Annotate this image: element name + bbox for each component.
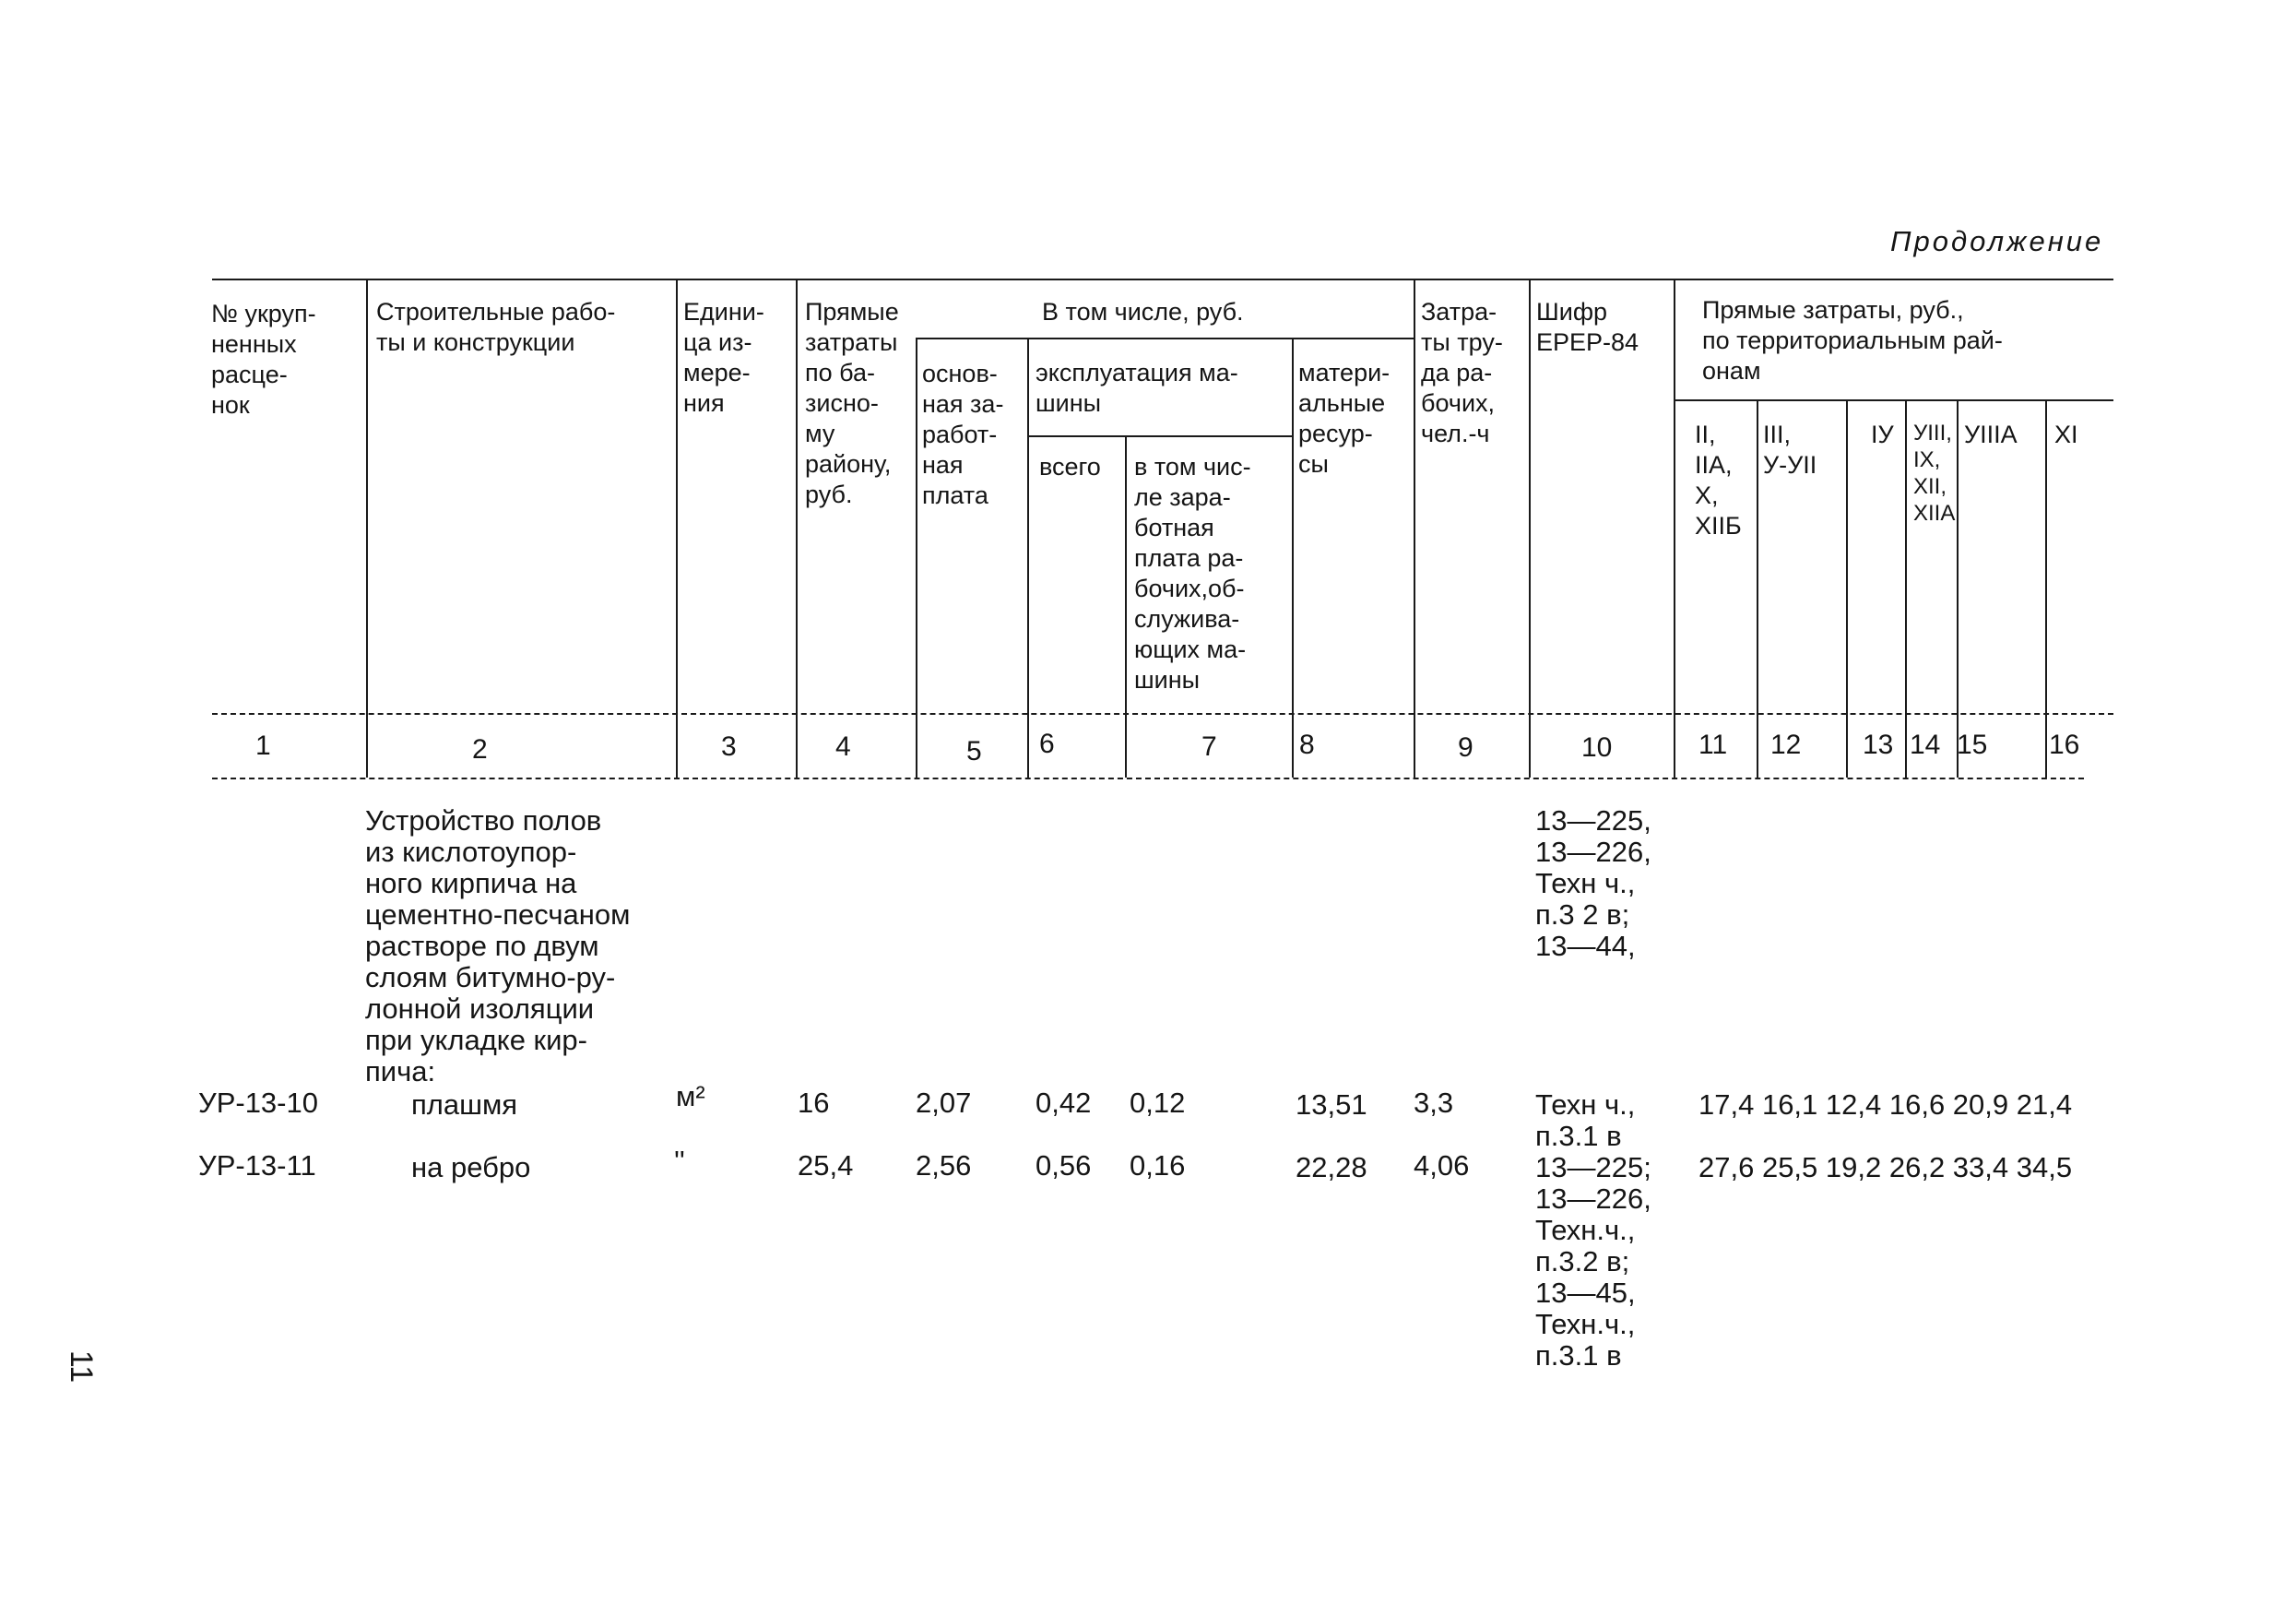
row-code: Техн ч., п.3.1 в xyxy=(1535,1088,1636,1152)
col-number: 11 xyxy=(1698,730,1728,760)
header-regions-group: Прямые затраты, руб., по территориальным рай- онам xyxy=(1702,296,2003,385)
col-number: 13 xyxy=(1863,730,1894,760)
header-region-14: УIII, IХ, ХII, ХIIА xyxy=(1913,421,1956,526)
col-number: 3 xyxy=(721,731,737,762)
col-number: 6 xyxy=(1039,729,1055,759)
header-record-number: № укруп- ненных расце- нок xyxy=(211,300,316,419)
vline-3 xyxy=(796,279,798,778)
rule-header-bottom xyxy=(212,713,2113,715)
row-id: УР-13-11 xyxy=(198,1149,316,1182)
row-wage: 2,07 xyxy=(916,1087,972,1119)
row-direct: 16 xyxy=(798,1087,830,1119)
vline-13 xyxy=(1905,399,1907,778)
col-number: 16 xyxy=(2049,730,2080,760)
row-regions: 27,6 25,5 19,2 26,2 33,4 34,5 xyxy=(1698,1151,2073,1183)
vline-12 xyxy=(1846,399,1848,778)
row-name: плашмя xyxy=(411,1088,518,1121)
header-base-wage: основ- ная за- работ- ная плата xyxy=(922,360,1004,509)
col-number: 15 xyxy=(1957,730,1988,760)
col-number: 5 xyxy=(966,736,982,766)
header-unit: Едини- ца из- мере- ния xyxy=(683,298,764,417)
vline-6 xyxy=(1125,435,1127,778)
header-works: Строительные рабо- ты и конструкции xyxy=(376,298,616,356)
row-mach-wage: 0,12 xyxy=(1130,1087,1186,1119)
vline-14 xyxy=(1957,399,1959,778)
row-materials: 22,28 xyxy=(1296,1151,1367,1183)
vline-15 xyxy=(2045,399,2047,778)
row-mach-total: 0,42 xyxy=(1036,1087,1092,1119)
row-name: на ребро xyxy=(411,1151,531,1183)
vline-10 xyxy=(1674,279,1675,778)
row-id: УР-13-10 xyxy=(198,1087,318,1119)
row-mach-wage: 0,16 xyxy=(1130,1149,1186,1182)
col-number: 2 xyxy=(472,734,488,765)
rule-colnum-bottom xyxy=(212,778,2084,779)
vline-11 xyxy=(1757,399,1758,778)
col-number: 9 xyxy=(1458,732,1473,763)
continuation-label: Продолжение xyxy=(1890,225,2104,257)
col-number: 8 xyxy=(1299,730,1315,760)
header-labor: Затра- ты тру- да ра- бочих, чел.-ч xyxy=(1421,298,1503,447)
row-mach-total: 0,56 xyxy=(1036,1149,1092,1182)
row-labor: 3,3 xyxy=(1414,1087,1454,1119)
header-machines-total: всего xyxy=(1039,453,1101,481)
vline-4 xyxy=(916,338,917,778)
col-number: 12 xyxy=(1770,730,1802,760)
col-number: 14 xyxy=(1910,730,1941,760)
rule-in-total-under xyxy=(917,338,1414,339)
page-number: 11 xyxy=(64,1349,100,1384)
row-direct: 25,4 xyxy=(798,1149,854,1182)
col-number: 7 xyxy=(1201,731,1217,762)
header-region-16: ХI xyxy=(2054,421,2078,448)
section-code: 13—225, 13—226, Техн ч., п.3 2 в; 13—44, xyxy=(1535,804,1651,962)
vline-2 xyxy=(676,279,678,778)
rule-regions-under xyxy=(1675,399,2113,401)
row-labor: 4,06 xyxy=(1414,1149,1470,1182)
col-number: 1 xyxy=(255,731,271,761)
row-wage: 2,56 xyxy=(916,1149,972,1182)
header-region-11: II, IIА, Х, ХIIБ xyxy=(1695,421,1742,540)
row-regions: 17,4 16,1 12,4 16,6 20,9 21,4 xyxy=(1698,1088,2073,1121)
vline-1 xyxy=(366,279,368,778)
header-direct-costs: Прямые затраты по ба- зисно- му району, руб. xyxy=(805,298,899,508)
header-in-total-group: В том числе, руб. xyxy=(1042,298,1244,326)
vline-9 xyxy=(1529,279,1531,778)
header-code: Шифр ЕРЕР-84 xyxy=(1536,298,1639,356)
header-machines-group: эксплуатация ма- шины xyxy=(1036,359,1238,417)
section-title: Устройство полов из кислотоупор- ного кирпича на цементно-песчаном растворе по двум слоям битумно-ру- лонной изоляции при укладке кир- пича: xyxy=(365,804,631,1087)
header-machines-wage: в том чис- ле зара- ботная плата ра- бочих,об- служива- ющих ма- шины xyxy=(1134,453,1251,694)
row-materials: 13,51 xyxy=(1296,1088,1367,1121)
header-materials: матери- альные ресур- сы xyxy=(1298,359,1391,478)
row-unit: м² xyxy=(676,1080,705,1112)
col-number: 10 xyxy=(1581,732,1613,763)
header-region-13: IУ xyxy=(1871,421,1894,448)
rule-machines-under xyxy=(1029,435,1294,437)
row-code: 13—225; 13—226, Техн.ч., п.3.2 в; 13—45, Техн.ч., п.3.1 в xyxy=(1535,1151,1651,1372)
row-unit: '' xyxy=(674,1145,685,1177)
vline-8 xyxy=(1414,279,1415,778)
rule-top xyxy=(212,279,2113,280)
header-region-12: III, У-УII xyxy=(1763,421,1817,479)
header-region-15: УIIIА xyxy=(1964,421,2018,448)
vline-7 xyxy=(1292,338,1294,778)
vline-5 xyxy=(1027,338,1029,778)
col-number: 4 xyxy=(835,731,851,762)
